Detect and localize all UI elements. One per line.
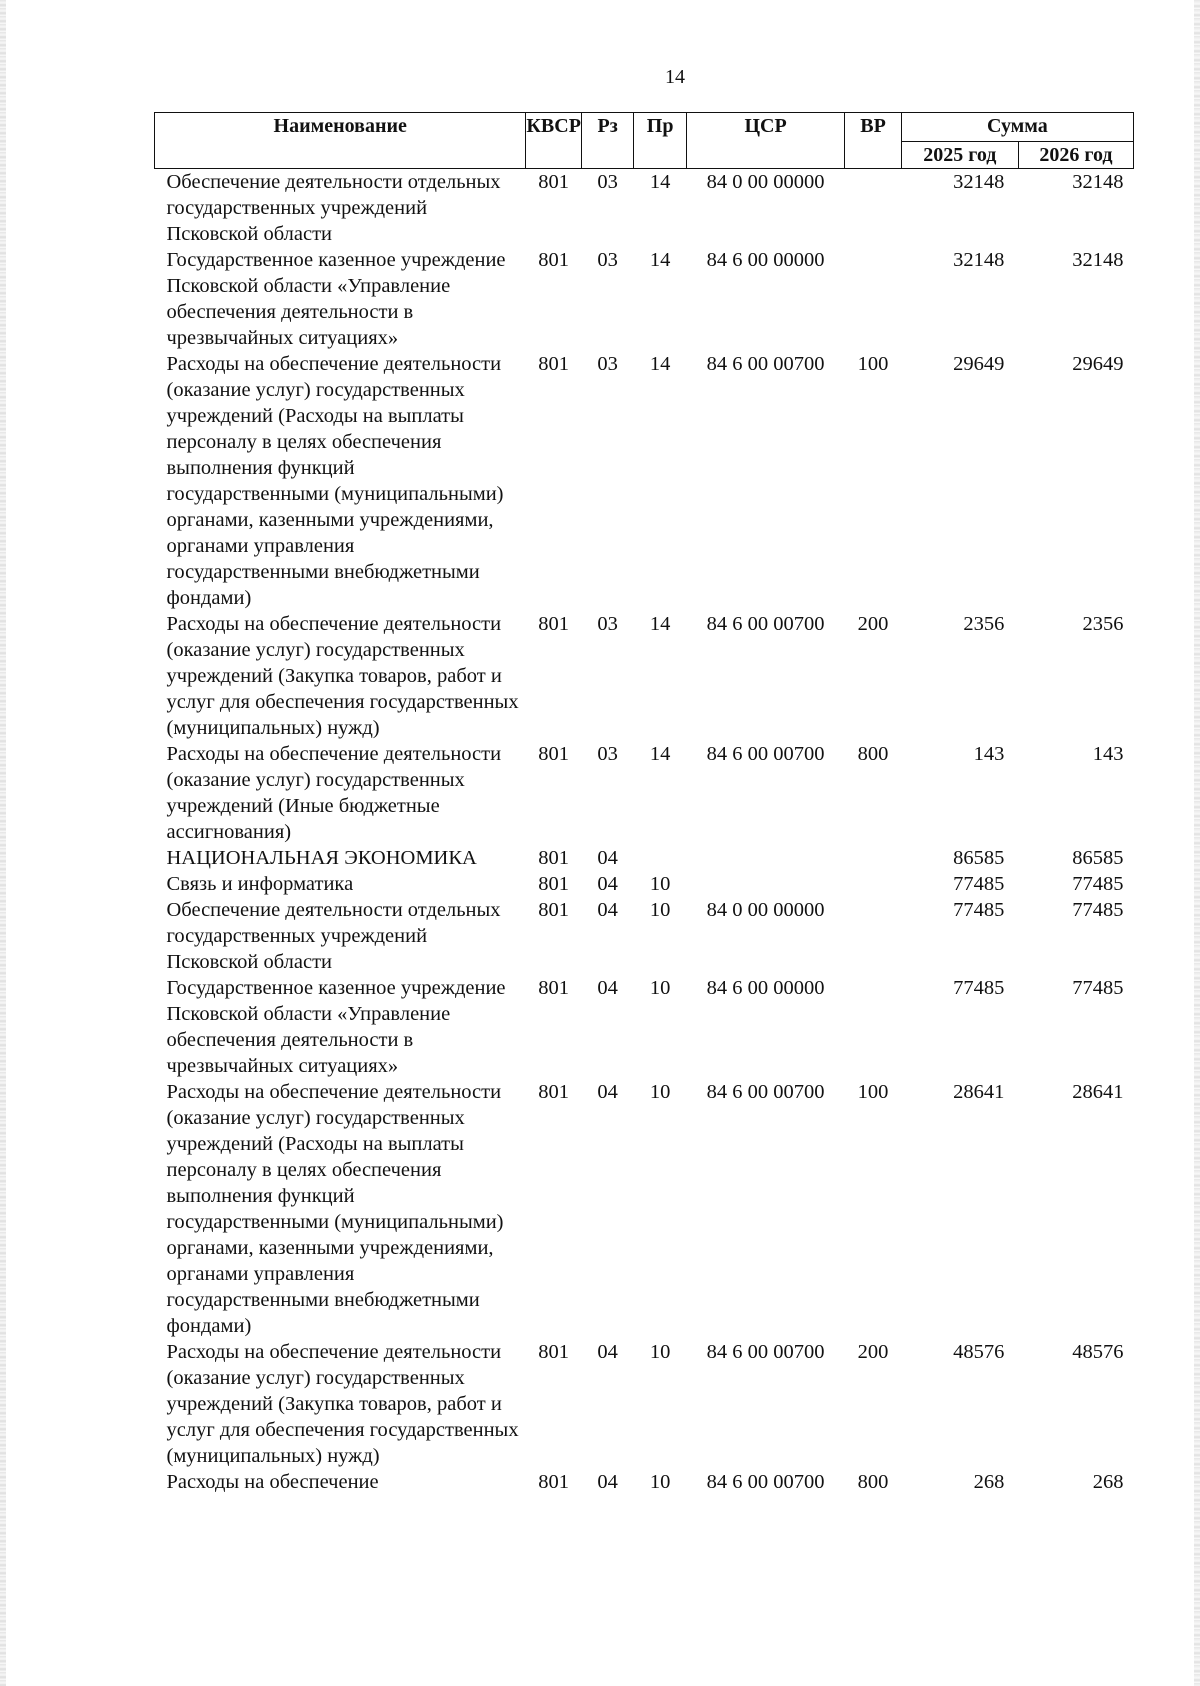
row-csr: 84 6 00 00700 (706, 743, 825, 765)
row-pr: 10 (649, 899, 671, 921)
table-row (155, 611, 1134, 741)
row-rz: 04 (597, 977, 618, 999)
row-name: Расходы на обеспечение деятельности (оказание услуг) государственных учреждений (Закупка товаров, работ и услуг для обеспечения государственных (муниципальных) нужд) (166, 1341, 519, 1467)
row-pr: 14 (649, 613, 671, 635)
table-row (155, 1469, 1134, 1495)
header-year-2025: 2025 год (901, 142, 1018, 169)
row-name: Расходы на обеспечение деятельности (оказание услуг) государственных учреждений (Иные бюджетные ассигнования) (166, 743, 502, 843)
row-csr (686, 845, 844, 871)
row-pr: 14 (649, 249, 671, 271)
row-rz: 04 (597, 847, 618, 869)
row-kvsr: 801 (538, 171, 570, 193)
row-vr (845, 897, 902, 975)
row-pr: 10 (649, 977, 671, 999)
scan-edge-left (0, 0, 6, 1686)
row-amount-2025: 48576 (953, 1341, 1005, 1363)
row-vr (845, 871, 902, 897)
row-vr: 800 (857, 743, 889, 765)
row-name: Расходы на обеспечение деятельности (оказание услуг) государственных учреждений (Закупка товаров, работ и услуг для обеспечения государственных (муниципальных) нужд) (166, 613, 519, 739)
row-kvsr: 801 (538, 743, 570, 765)
page-number (0, 66, 1200, 89)
header-name: Наименование (155, 113, 526, 169)
row-vr (845, 975, 902, 1079)
row-kvsr: 801 (538, 1081, 570, 1103)
row-amount-2026: 268 (1092, 1471, 1124, 1493)
budget-table (154, 112, 1134, 1495)
row-amount-2025: 77485 (953, 977, 1005, 999)
row-amount-2026: 143 (1092, 743, 1124, 765)
row-csr: 84 0 00 00000 (706, 899, 825, 921)
table-row (155, 741, 1134, 845)
row-kvsr: 801 (538, 873, 570, 895)
row-amount-2025: 77485 (953, 899, 1005, 921)
table-row (155, 1079, 1134, 1339)
row-rz: 03 (597, 743, 618, 765)
row-pr: 14 (649, 743, 671, 765)
row-kvsr: 801 (538, 899, 570, 921)
row-kvsr: 801 (538, 1341, 570, 1363)
header-vr: ВР (845, 113, 902, 169)
row-vr: 200 (857, 613, 889, 635)
table-row (155, 845, 1134, 871)
row-amount-2026: 29649 (1072, 353, 1124, 375)
row-name: Обеспечение деятельности отдельных государственных учреждений Псковской области (166, 171, 501, 245)
header-pr: Пр (634, 113, 686, 169)
row-pr: 10 (649, 873, 671, 895)
row-vr: 800 (857, 1471, 889, 1493)
row-amount-2025: 77485 (953, 873, 1005, 895)
row-amount-2025: 32148 (953, 171, 1005, 193)
row-kvsr: 801 (538, 1471, 570, 1493)
table-body (155, 169, 1134, 1496)
row-rz: 03 (597, 353, 618, 375)
row-csr (686, 871, 844, 897)
row-amount-2025: 2356 (963, 613, 1005, 635)
header-sum: Сумма (901, 113, 1133, 142)
row-rz: 04 (597, 1471, 618, 1493)
row-amount-2026: 86585 (1072, 847, 1124, 869)
header-year-2026: 2026 год (1018, 142, 1133, 169)
row-name: Государственное казенное учреждение Псковской области «Управление обеспечения деятельности в чрезвычайных ситуациях» (166, 977, 506, 1077)
row-pr: 10 (649, 1471, 671, 1493)
row-vr: 200 (857, 1341, 889, 1363)
row-vr (845, 845, 902, 871)
table-row (155, 1339, 1134, 1469)
row-amount-2025: 143 (973, 743, 1005, 765)
row-csr: 84 6 00 00000 (706, 977, 825, 999)
row-kvsr: 801 (538, 847, 570, 869)
row-vr (845, 169, 902, 248)
row-amount-2025: 32148 (953, 249, 1005, 271)
row-csr: 84 0 00 00000 (706, 171, 825, 193)
table-row (155, 169, 1134, 248)
row-name: Обеспечение деятельности отдельных государственных учреждений Псковской области (166, 899, 501, 973)
row-rz: 03 (597, 249, 618, 271)
row-amount-2026: 77485 (1072, 899, 1124, 921)
row-kvsr: 801 (538, 353, 570, 375)
row-pr (634, 845, 686, 871)
row-amount-2026: 32148 (1072, 171, 1124, 193)
row-amount-2026: 48576 (1072, 1341, 1124, 1363)
row-csr: 84 6 00 00700 (706, 1341, 825, 1363)
row-kvsr: 801 (538, 249, 570, 271)
row-csr: 84 6 00 00700 (706, 353, 825, 375)
row-amount-2025: 28641 (953, 1081, 1005, 1103)
header-kvsr: КВСР (526, 113, 582, 169)
row-kvsr: 801 (538, 613, 570, 635)
row-csr: 84 6 00 00700 (706, 613, 825, 635)
row-pr: 14 (649, 171, 671, 193)
row-amount-2026: 32148 (1072, 249, 1124, 271)
row-vr: 100 (857, 1081, 889, 1103)
table-row (155, 975, 1134, 1079)
row-name: Расходы на обеспечение деятельности (оказание услуг) государственных учреждений (Расходы на выплаты персоналу в целях обеспечения выполнения функций государственными (муниципальными) органами, казенными учреждениями, органами управления государственными внебюджетными фондами) (166, 1081, 504, 1337)
table-row (155, 247, 1134, 351)
row-rz: 03 (597, 613, 618, 635)
page-number-text: 14 (665, 66, 685, 88)
header-csr: ЦСР (686, 113, 844, 169)
row-csr: 84 6 00 00700 (706, 1081, 825, 1103)
row-name: Расходы на обеспечение деятельности (оказание услуг) государственных учреждений (Расходы на выплаты персоналу в целях обеспечения выполнения функций государственными (муниципальными) органами, казенными учреждениями, органами управления государственными внебюджетными фондами) (166, 353, 504, 609)
row-name: Расходы на обеспечение (166, 1471, 379, 1493)
row-pr: 10 (649, 1341, 671, 1363)
row-vr: 100 (857, 353, 889, 375)
row-amount-2026: 2356 (1082, 613, 1124, 635)
row-pr: 14 (649, 353, 671, 375)
row-vr (845, 247, 902, 351)
row-rz: 04 (597, 873, 618, 895)
table-row (155, 897, 1134, 975)
scan-edge-right (1194, 0, 1200, 1686)
row-name: Связь и информатика (166, 873, 354, 895)
row-amount-2025: 86585 (953, 847, 1005, 869)
row-amount-2026: 28641 (1072, 1081, 1124, 1103)
row-rz: 04 (597, 1081, 618, 1103)
row-rz: 04 (597, 1341, 618, 1363)
row-amount-2026: 77485 (1072, 977, 1124, 999)
row-rz: 03 (597, 171, 618, 193)
row-rz: 04 (597, 899, 618, 921)
header-rz: Рз (581, 113, 633, 169)
table-row (155, 871, 1134, 897)
row-csr: 84 6 00 00700 (706, 1471, 825, 1493)
row-name: НАЦИОНАЛЬНАЯ ЭКОНОМИКА (166, 847, 477, 869)
table-header (155, 113, 1134, 169)
row-csr: 84 6 00 00000 (706, 249, 825, 271)
table-row (155, 351, 1134, 611)
row-amount-2025: 268 (973, 1471, 1005, 1493)
row-amount-2026: 77485 (1072, 873, 1124, 895)
row-kvsr: 801 (538, 977, 570, 999)
row-amount-2025: 29649 (953, 353, 1005, 375)
row-name: Государственное казенное учреждение Псковской области «Управление обеспечения деятельности в чрезвычайных ситуациях» (166, 249, 506, 349)
row-pr: 10 (649, 1081, 671, 1103)
